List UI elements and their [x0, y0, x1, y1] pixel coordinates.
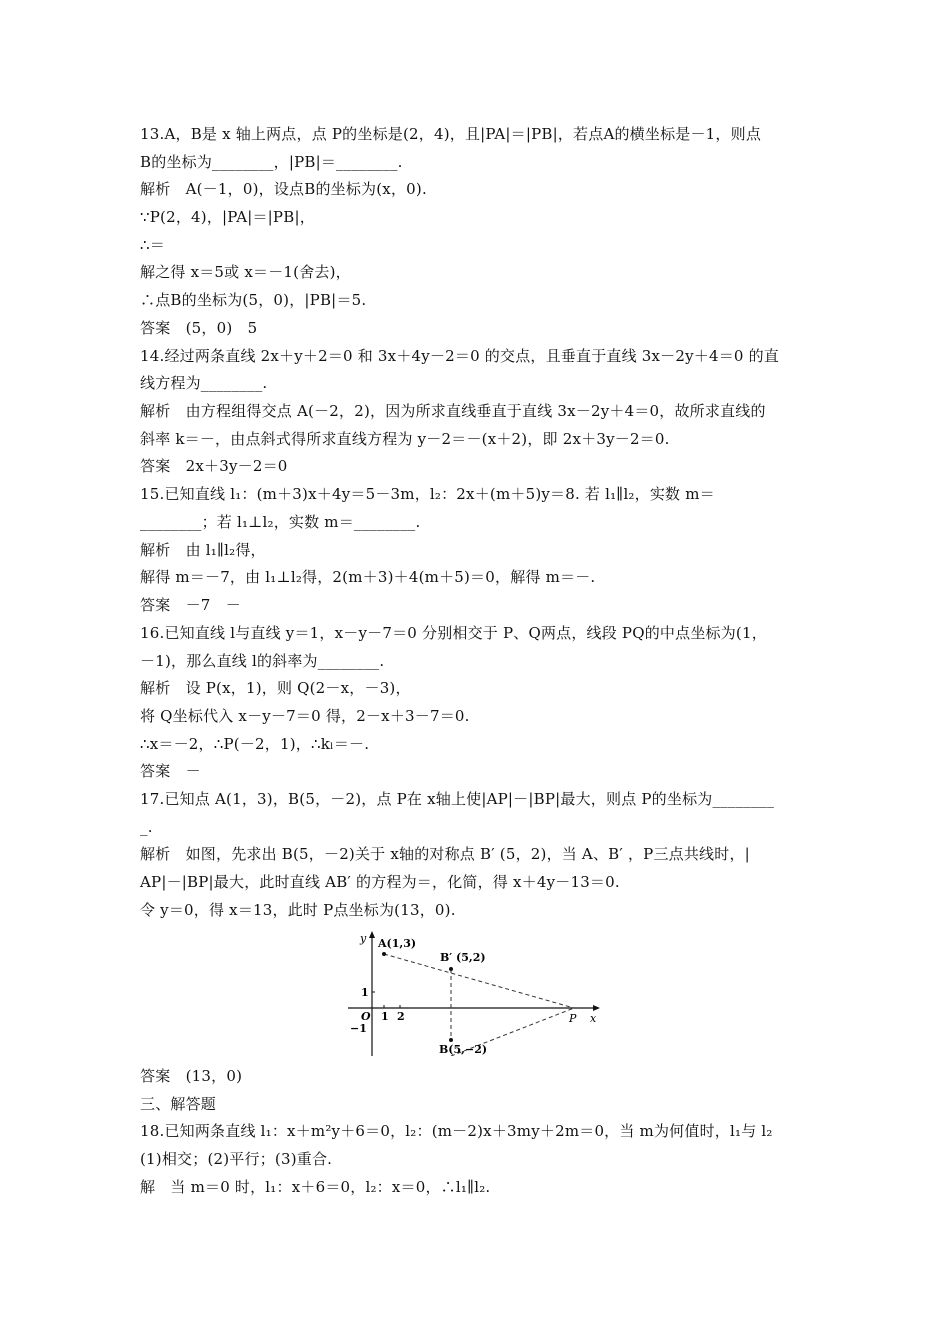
text-line: ________；若 l₁⊥l₂，实数 m＝________.	[140, 513, 421, 531]
y-axis-arrow	[369, 931, 375, 938]
text-line: ∵P(2，4)，|PA|＝|PB|，	[140, 208, 315, 226]
text-line: 线方程为________.	[140, 374, 268, 392]
text-line: 将 Q坐标代入 x－y－7＝0 得，2－x＋3－7＝0.	[140, 707, 470, 725]
label-a: A(1,3)	[378, 937, 417, 950]
text-line: －1)，那么直线 l的斜率为________.	[140, 652, 385, 670]
text-line: 13.A，B是 x 轴上两点，点 P的坐标是(2，4)，且|PA|＝|PB|，若点A的横坐标是－1，则点	[140, 125, 762, 143]
text-line: 解得 m＝－7，由 l₁⊥l₂得，2(m＋3)＋4(m＋5)＝0，解得 m＝－.	[140, 568, 596, 586]
answer-line: 答案 (13，0)	[140, 1067, 243, 1085]
answer-line: 答案 2x＋3y－2＝0	[140, 457, 288, 475]
text-line: 16.已知直线 l与直线 y＝1，x－y－7＝0 分别相交于 P、Q两点，线段 PQ的中点坐标为(1，	[140, 624, 767, 642]
text-line: 15.已知直线 l₁：(m＋3)x＋4y＝5－3m，l₂：2x＋(m＋5)y＝8. 若 l₁∥l₂，实数 m＝	[140, 485, 715, 503]
label-1y: 1	[361, 986, 369, 999]
point-a	[382, 952, 386, 956]
text-line: 14.经过两条直线 2x＋y＋2＝0 和 3x＋4y－2＝0 的交点，且垂直于直线 3x－2y＋4＝0 的直	[140, 347, 780, 365]
text-line: 解之得 x＝5或 x＝－1(舍去)，	[140, 263, 351, 281]
answer-line: 答案 (5，0) 5	[140, 319, 258, 337]
text-line: 解析 由 l₁∥l₂得，	[140, 541, 266, 559]
label-2x: 2	[397, 1010, 405, 1023]
label-b-prime: B′ (5,2)	[440, 951, 486, 964]
section-heading: 三、解答题	[140, 1095, 217, 1113]
text-line: ∴点B的坐标为(5，0)，|PB|＝5.	[140, 291, 367, 309]
x-axis-arrow	[593, 1005, 600, 1011]
point-b-prime	[449, 967, 453, 971]
label-p: P	[569, 1012, 577, 1025]
text-line: 解析 A(－1，0)，设点B的坐标为(x，0).	[140, 180, 427, 198]
label-1x: 1	[381, 1010, 389, 1023]
text-line: (1)相交；(2)平行；(3)重合.	[140, 1150, 333, 1168]
label-o: O	[361, 1010, 371, 1023]
answer-line: 答案 －	[140, 762, 201, 780]
text-line: 解析 设 P(x，1)，则 Q(2－x，－3)，	[140, 679, 411, 697]
text-line: _.	[140, 818, 153, 836]
answer-line: 答案 －7 －	[140, 596, 241, 614]
text-line: AP|－|BP|最大，此时直线 AB′ 的方程为＝，化简，得 x＋4y－13＝0.	[140, 873, 620, 891]
text-line: ∴＝	[140, 236, 165, 254]
label-y: y	[360, 932, 367, 945]
label-b: B(5,−2)	[439, 1043, 488, 1056]
text-line: 18.已知两条直线 l₁：x＋m²y＋6＝0，l₂：(m－2)x＋3my＋2m＝0，当 m为何值时，l₁与 l₂	[140, 1122, 773, 1140]
point-b	[449, 1038, 453, 1042]
text-line: ∴x＝－2，∴P(－2，1)，∴kₗ＝－.	[140, 735, 370, 753]
text-line: 解 当 m＝0 时，l₁：x＋6＝0，l₂：x＝0，∴l₁∥l₂.	[140, 1178, 491, 1196]
text-line: B的坐标为________，|PB|＝________.	[140, 153, 403, 171]
text-line: 解析 由方程组得交点 A(－2，2)，因为所求直线垂直于直线 3x－2y＋4＝0，故所求直线的	[140, 402, 766, 420]
label-x: x	[590, 1012, 597, 1025]
text-line: 解析 如图，先求出 B(5，－2)关于 x轴的对称点 B′ (5，2)，当 A、B′ ，P三点共线时，|	[140, 845, 750, 863]
text-line: 斜率 k＝－，由点斜式得所求直线方程为 y－2＝－(x＋2)，即 2x＋3y－2＝0.	[140, 430, 670, 448]
text-line: 17.已知点 A(1，3)，B(5，－2)，点 P在 x轴上使|AP|－|BP|最大，则点 P的坐标为________	[140, 790, 775, 808]
text-line: 令 y＝0，得 x＝13，此时 P点坐标为(13，0).	[140, 901, 456, 919]
coordinate-figure	[340, 928, 610, 1056]
label-neg1y: −1	[350, 1022, 367, 1035]
